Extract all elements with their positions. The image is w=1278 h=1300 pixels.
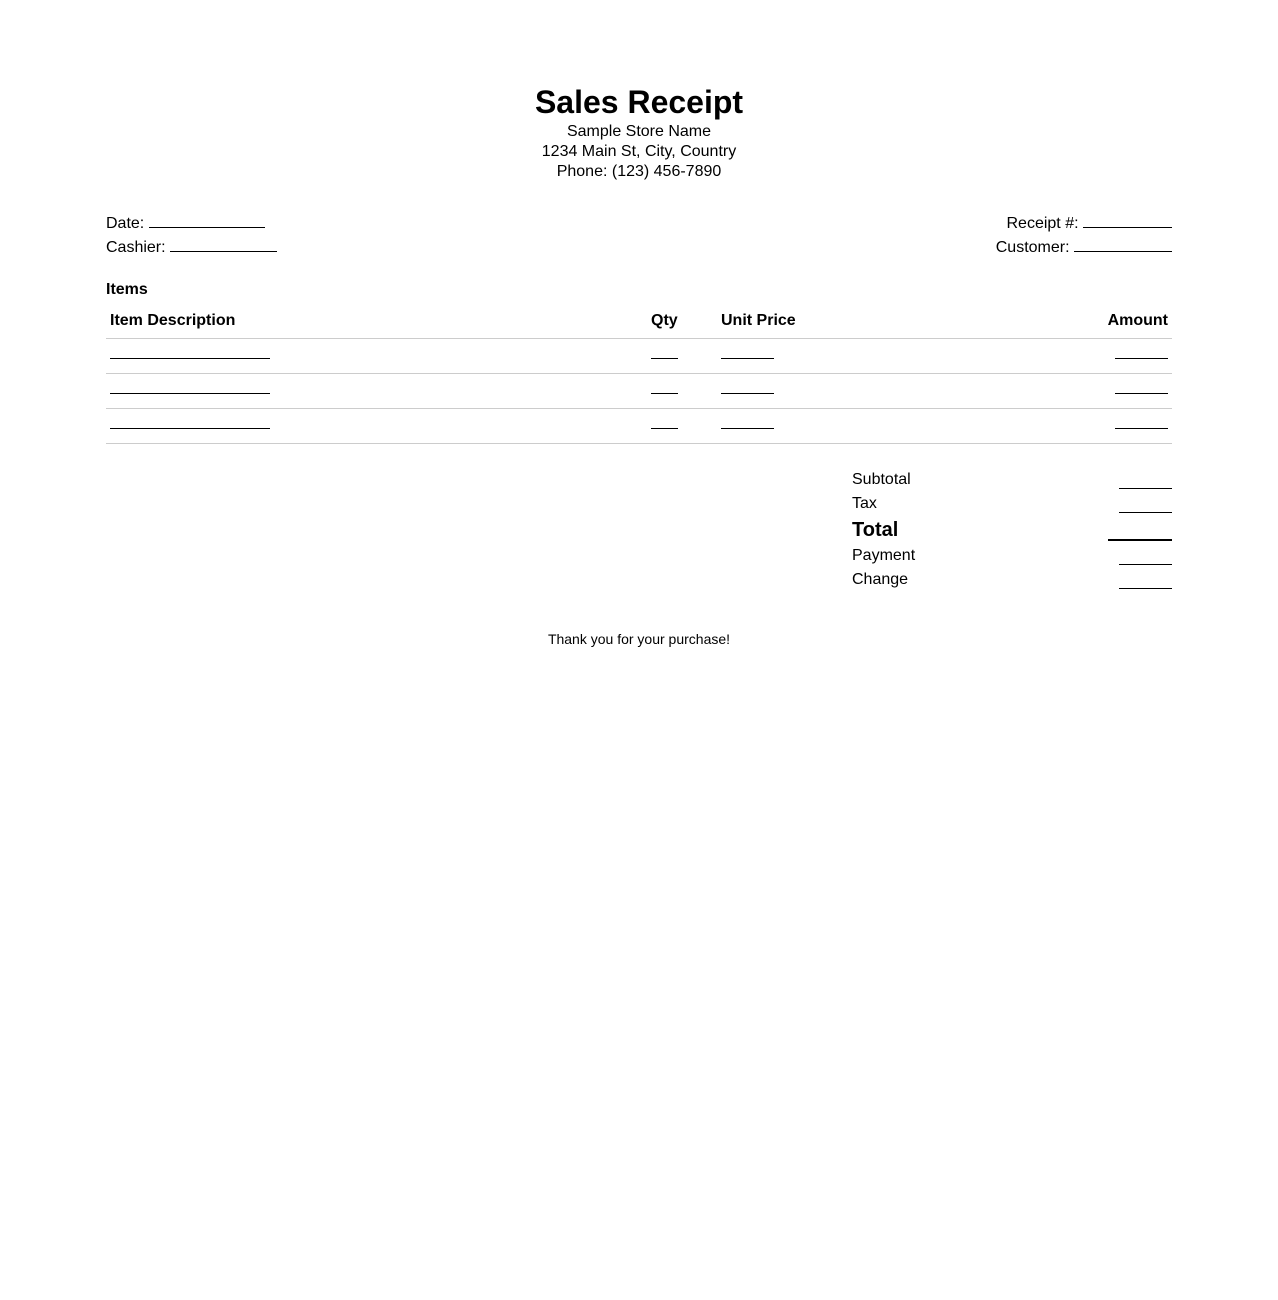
- item-description-cell[interactable]: [106, 339, 647, 374]
- cashier-label: Cashier:: [106, 239, 166, 256]
- page-title: Sales Receipt: [534, 84, 744, 120]
- item-unit-price-cell[interactable]: [717, 374, 966, 409]
- tax-blank[interactable]: [1119, 512, 1172, 513]
- payment-blank[interactable]: [1119, 564, 1172, 565]
- tax-label: Tax: [852, 495, 877, 512]
- customer-field: [996, 236, 1172, 260]
- receipt-page: [106, 0, 1172, 647]
- tax-row: [852, 492, 1172, 516]
- cashier-field: [106, 236, 277, 260]
- store-name: Sample Store Name: [566, 123, 712, 140]
- item-amount-cell[interactable]: [966, 374, 1172, 409]
- table-row: [106, 374, 1172, 409]
- item-qty-cell[interactable]: [647, 339, 717, 374]
- payment-label: Payment: [852, 547, 916, 564]
- totals-block: [852, 468, 1172, 592]
- subtotal-label: Subtotal: [852, 471, 911, 488]
- thank-you-message: Thank you for your purchase!: [547, 631, 731, 647]
- column-header-amount: Amount: [966, 312, 1172, 339]
- items-section-title: Items: [106, 281, 148, 298]
- item-description-cell[interactable]: [106, 409, 647, 444]
- item-description-cell[interactable]: [106, 374, 647, 409]
- receipt-header: [106, 0, 1172, 182]
- table-header-row: [106, 312, 1172, 339]
- receipt-number-blank[interactable]: [1083, 213, 1172, 228]
- receipt-number-label: Receipt #:: [1006, 215, 1079, 232]
- item-unit-price-cell[interactable]: [717, 339, 966, 374]
- item-amount-cell[interactable]: [966, 339, 1172, 374]
- item-qty-cell[interactable]: [647, 374, 717, 409]
- meta-left: [106, 212, 277, 260]
- customer-label: Customer:: [995, 239, 1070, 256]
- total-blank[interactable]: [1108, 539, 1172, 541]
- change-row: [852, 568, 1172, 592]
- total-label: Total: [852, 519, 899, 541]
- item-qty-cell[interactable]: [647, 409, 717, 444]
- receipt-meta: [106, 212, 1172, 260]
- item-unit-price-cell[interactable]: [717, 409, 966, 444]
- total-row: [852, 516, 1172, 544]
- meta-right: [996, 212, 1172, 260]
- change-blank[interactable]: [1119, 588, 1172, 589]
- column-header-description: Item Description: [106, 312, 647, 339]
- subtotal-blank[interactable]: [1119, 488, 1172, 489]
- date-blank[interactable]: [149, 213, 265, 228]
- item-amount-cell[interactable]: [966, 409, 1172, 444]
- payment-row: [852, 544, 1172, 568]
- receipt-number-field: [996, 212, 1172, 236]
- table-row: [106, 339, 1172, 374]
- cashier-blank[interactable]: [170, 237, 277, 252]
- date-field: [106, 212, 277, 236]
- customer-blank[interactable]: [1074, 237, 1172, 252]
- store-phone: Phone: (123) 456-7890: [556, 163, 722, 180]
- column-header-unit-price: Unit Price: [717, 312, 966, 339]
- table-row: [106, 409, 1172, 444]
- subtotal-row: [852, 468, 1172, 492]
- items-table: [106, 312, 1172, 444]
- store-address: 1234 Main St, City, Country: [541, 143, 737, 160]
- column-header-qty: Qty: [647, 312, 717, 339]
- date-label: Date:: [106, 215, 145, 232]
- change-label: Change: [852, 571, 909, 588]
